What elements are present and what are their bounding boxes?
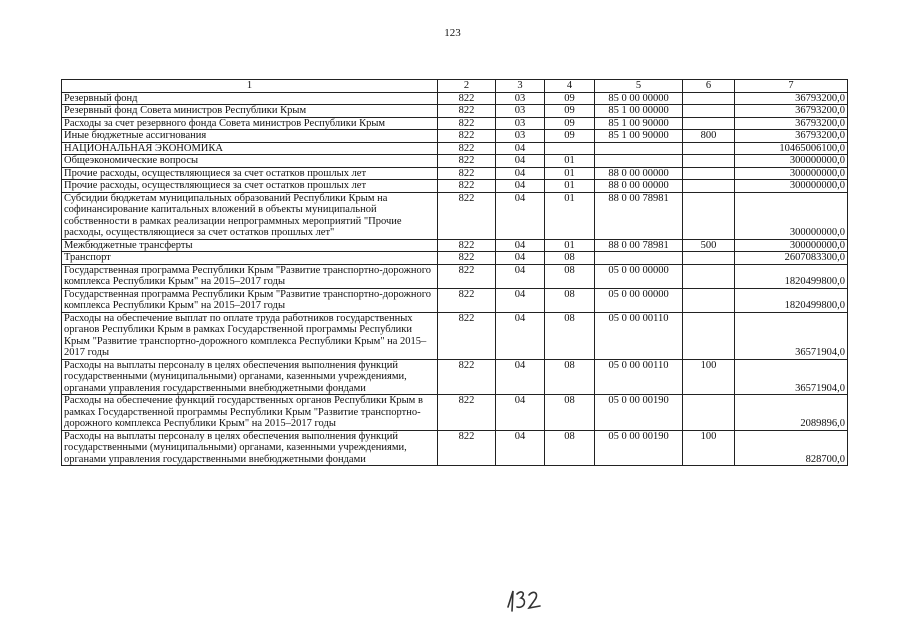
row-code-2-cell: 822 xyxy=(438,192,496,239)
column-header: 6 xyxy=(683,80,735,93)
row-code-2-cell: 822 xyxy=(438,312,496,359)
page-number: 123 xyxy=(444,27,461,39)
table-row xyxy=(62,142,848,155)
row-code-4-cell: 08 xyxy=(545,395,595,431)
row-code-3-cell: 04 xyxy=(496,239,545,252)
row-amount-cell: 1820499800,0 xyxy=(735,264,848,288)
row-code-6-cell xyxy=(683,252,735,265)
row-code-5-cell xyxy=(595,252,683,265)
row-code-2-cell: 822 xyxy=(438,288,496,312)
row-name-cell: Прочие расходы, осуществляющиеся за счет остатков прошлых лет xyxy=(62,180,438,193)
row-code-5-cell: 85 1 00 00000 xyxy=(595,105,683,118)
row-code-5-cell: 05 0 00 00190 xyxy=(595,395,683,431)
row-code-6-cell: 500 xyxy=(683,239,735,252)
row-code-6-cell xyxy=(683,105,735,118)
table-row xyxy=(62,180,848,193)
row-amount-cell: 2089896,0 xyxy=(735,395,848,431)
row-amount-cell: 2607083300,0 xyxy=(735,252,848,265)
table-header-row xyxy=(62,80,848,93)
row-code-2-cell: 822 xyxy=(438,117,496,130)
row-amount-cell: 300000000,0 xyxy=(735,180,848,193)
table-row xyxy=(62,117,848,130)
row-code-3-cell: 04 xyxy=(496,264,545,288)
row-code-6-cell xyxy=(683,142,735,155)
row-code-4-cell: 08 xyxy=(545,252,595,265)
table-row xyxy=(62,167,848,180)
table-row xyxy=(62,92,848,105)
row-code-4-cell: 09 xyxy=(545,117,595,130)
column-header: 7 xyxy=(735,80,848,93)
row-code-5-cell: 88 0 00 78981 xyxy=(595,239,683,252)
row-code-2-cell: 822 xyxy=(438,430,496,466)
row-amount-cell: 36793200,0 xyxy=(735,117,848,130)
row-code-5-cell: 05 0 00 00000 xyxy=(595,288,683,312)
row-code-6-cell: 100 xyxy=(683,359,735,395)
row-code-6-cell xyxy=(683,312,735,359)
table-row xyxy=(62,395,848,431)
row-code-6-cell xyxy=(683,167,735,180)
row-name-cell: Общеэкономические вопросы xyxy=(62,155,438,168)
row-code-5-cell: 05 0 00 00110 xyxy=(595,312,683,359)
row-code-6-cell xyxy=(683,264,735,288)
row-code-2-cell: 822 xyxy=(438,239,496,252)
row-code-3-cell: 03 xyxy=(496,105,545,118)
row-code-5-cell: 85 1 00 90000 xyxy=(595,117,683,130)
row-code-5-cell: 85 1 00 90000 xyxy=(595,130,683,143)
row-code-3-cell: 04 xyxy=(496,288,545,312)
table-row xyxy=(62,359,848,395)
row-amount-cell: 828700,0 xyxy=(735,430,848,466)
row-code-5-cell: 88 0 00 00000 xyxy=(595,167,683,180)
row-code-6-cell: 800 xyxy=(683,130,735,143)
row-code-4-cell: 01 xyxy=(545,192,595,239)
row-code-5-cell xyxy=(595,142,683,155)
row-name-cell: Субсидии бюджетам муниципальных образований Республики Крым на софинансирование капитальных вложений в объекты муниципальной собственности в рамках реализации непрограммных мероприятий "Прочие расходы, осуществляющиеся за счет остатков прошлых лет" xyxy=(62,192,438,239)
row-amount-cell: 36571904,0 xyxy=(735,312,848,359)
row-code-2-cell: 822 xyxy=(438,395,496,431)
row-amount-cell: 300000000,0 xyxy=(735,192,848,239)
row-code-4-cell: 09 xyxy=(545,92,595,105)
row-code-2-cell: 822 xyxy=(438,264,496,288)
row-name-cell: Прочие расходы, осуществляющиеся за счет остатков прошлых лет xyxy=(62,167,438,180)
row-code-4-cell xyxy=(545,142,595,155)
row-code-5-cell xyxy=(595,155,683,168)
row-code-3-cell: 04 xyxy=(496,180,545,193)
row-name-cell: Транспорт xyxy=(62,252,438,265)
row-amount-cell: 36793200,0 xyxy=(735,130,848,143)
handwritten-page-number xyxy=(504,585,544,615)
column-header: 3 xyxy=(496,80,545,93)
row-code-2-cell: 822 xyxy=(438,142,496,155)
row-amount-cell: 36793200,0 xyxy=(735,92,848,105)
row-code-4-cell: 08 xyxy=(545,264,595,288)
row-name-cell: Межбюджетные трансферты xyxy=(62,239,438,252)
row-name-cell: Расходы на обеспечение выплат по оплате труда работников государственных органов Республики Крым в рамках Государственной программы Республики Крым "Развитие транспортно-дорожного комплекса Республики Крым" на 2015–2017 годы xyxy=(62,312,438,359)
row-name-cell: Расходы на выплаты персоналу в целях обеспечения выполнения функций государственными (муниципальными) органами, казенными учреждениями, органами управления государственными внебюджетными фондами xyxy=(62,430,438,466)
row-code-3-cell: 04 xyxy=(496,312,545,359)
column-header: 5 xyxy=(595,80,683,93)
row-code-6-cell xyxy=(683,288,735,312)
row-code-4-cell: 01 xyxy=(545,180,595,193)
row-code-6-cell: 100 xyxy=(683,430,735,466)
row-amount-cell: 10465006100,0 xyxy=(735,142,848,155)
row-code-5-cell: 88 0 00 78981 xyxy=(595,192,683,239)
row-code-3-cell: 04 xyxy=(496,167,545,180)
row-code-3-cell: 04 xyxy=(496,142,545,155)
row-amount-cell: 300000000,0 xyxy=(735,155,848,168)
row-code-4-cell: 09 xyxy=(545,130,595,143)
table-row xyxy=(62,155,848,168)
table-row xyxy=(62,264,848,288)
table-row xyxy=(62,288,848,312)
row-amount-cell: 300000000,0 xyxy=(735,167,848,180)
row-amount-cell: 300000000,0 xyxy=(735,239,848,252)
row-code-2-cell: 822 xyxy=(438,252,496,265)
row-code-4-cell: 08 xyxy=(545,288,595,312)
row-code-4-cell: 08 xyxy=(545,359,595,395)
row-amount-cell: 36571904,0 xyxy=(735,359,848,395)
row-code-2-cell: 822 xyxy=(438,130,496,143)
table-row xyxy=(62,105,848,118)
row-code-2-cell: 822 xyxy=(438,167,496,180)
row-code-5-cell: 05 0 00 00190 xyxy=(595,430,683,466)
row-code-4-cell: 09 xyxy=(545,105,595,118)
table-row xyxy=(62,252,848,265)
row-name-cell: Государственная программа Республики Крым "Развитие транспортно-дорожного комплекса Республики Крым" на 2015–2017 годы xyxy=(62,264,438,288)
row-code-4-cell: 01 xyxy=(545,155,595,168)
row-code-6-cell xyxy=(683,92,735,105)
table-row xyxy=(62,239,848,252)
row-code-3-cell: 04 xyxy=(496,192,545,239)
row-amount-cell: 36793200,0 xyxy=(735,105,848,118)
table-row xyxy=(62,192,848,239)
row-code-3-cell: 03 xyxy=(496,92,545,105)
row-code-3-cell: 04 xyxy=(496,359,545,395)
row-code-5-cell: 85 0 00 00000 xyxy=(595,92,683,105)
row-name-cell: Государственная программа Республики Крым "Развитие транспортно-дорожного комплекса Республики Крым" на 2015–2017 годы xyxy=(62,288,438,312)
row-name-cell: Расходы на обеспечение функций государственных органов Республики Крым в рамках Государственной программы Республики Крым "Развитие транспортно-дорожного комплекса Республики Крым" на 2015–2017 годы xyxy=(62,395,438,431)
row-code-3-cell: 04 xyxy=(496,252,545,265)
row-code-5-cell: 05 0 00 00110 xyxy=(595,359,683,395)
table-row xyxy=(62,130,848,143)
row-code-4-cell: 08 xyxy=(545,312,595,359)
column-header: 4 xyxy=(545,80,595,93)
row-code-6-cell xyxy=(683,395,735,431)
row-code-3-cell: 04 xyxy=(496,395,545,431)
row-code-2-cell: 822 xyxy=(438,180,496,193)
column-header: 2 xyxy=(438,80,496,93)
row-code-2-cell: 822 xyxy=(438,155,496,168)
row-code-4-cell: 01 xyxy=(545,239,595,252)
budget-table xyxy=(61,79,848,466)
row-name-cell: Расходы на выплаты персоналу в целях обеспечения выполнения функций государственными (муниципальными) органами, казенными учреждениями, органами управления государственными внебюджетными фондами xyxy=(62,359,438,395)
row-code-4-cell: 08 xyxy=(545,430,595,466)
table-row xyxy=(62,312,848,359)
row-code-3-cell: 04 xyxy=(496,430,545,466)
row-code-3-cell: 03 xyxy=(496,130,545,143)
row-name-cell: НАЦИОНАЛЬНАЯ ЭКОНОМИКА xyxy=(62,142,438,155)
row-name-cell: Иные бюджетные ассигнования xyxy=(62,130,438,143)
table-row xyxy=(62,430,848,466)
row-code-5-cell: 88 0 00 00000 xyxy=(595,180,683,193)
row-code-3-cell: 04 xyxy=(496,155,545,168)
row-code-6-cell xyxy=(683,192,735,239)
row-code-3-cell: 03 xyxy=(496,117,545,130)
row-name-cell: Резервный фонд xyxy=(62,92,438,105)
row-code-2-cell: 822 xyxy=(438,92,496,105)
column-header: 1 xyxy=(62,80,438,93)
row-code-5-cell: 05 0 00 00000 xyxy=(595,264,683,288)
row-code-2-cell: 822 xyxy=(438,105,496,118)
row-amount-cell: 1820499800,0 xyxy=(735,288,848,312)
row-code-6-cell xyxy=(683,117,735,130)
row-code-6-cell xyxy=(683,155,735,168)
row-code-6-cell xyxy=(683,180,735,193)
row-name-cell: Резервный фонд Совета министров Республики Крым xyxy=(62,105,438,118)
row-code-4-cell: 01 xyxy=(545,167,595,180)
row-name-cell: Расходы за счет резервного фонда Совета министров Республики Крым xyxy=(62,117,438,130)
row-code-2-cell: 822 xyxy=(438,359,496,395)
